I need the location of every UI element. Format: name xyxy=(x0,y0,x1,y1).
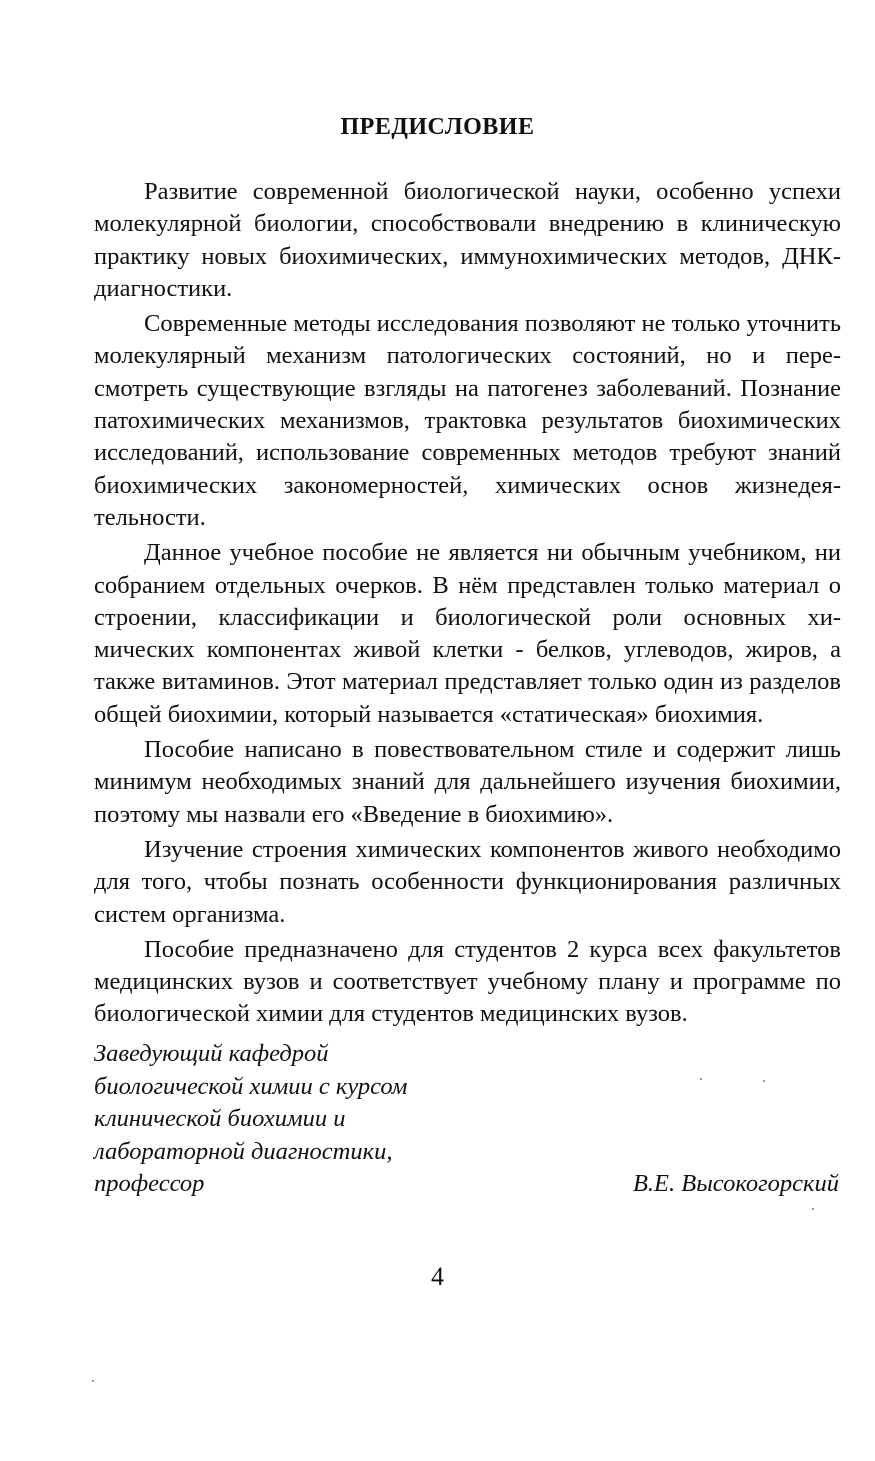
position-line: клинической биохимии и xyxy=(94,1105,346,1132)
scan-speck xyxy=(763,1080,765,1082)
signatory-name: В.Е. Высокогорский xyxy=(632,1170,839,1197)
signature-block xyxy=(94,1038,839,1201)
scan-speck xyxy=(700,1078,702,1080)
scan-speck xyxy=(812,1208,814,1210)
paragraph: Изучение строения химических компонентов живого необходимо для того, чтобы познать особенности функционирования различных систем организма. xyxy=(94,835,841,928)
scan-speck xyxy=(92,1380,94,1382)
paragraph: Данное учебное пособие не является ни обычным учебником, ни собранием отдельных очерков. В нём представлен только материал о строении, классификации и биологической роли основных химических компонентах живой клетки - белков, углеводов, жиров, а также витаминов. Этот материал представляет только один из разделов общей биохимии, который называется «статическая» биохимия. xyxy=(94,539,841,728)
preface-body xyxy=(94,176,841,1034)
position-line: лабораторной диагностики, xyxy=(94,1137,393,1165)
paragraph: Современные методы исследования позволяют не только уточнить молекулярный механизм патологических состояний, но и пересмотреть существующие взгляды на патогенез заболеваний. Познание патохимических механизмов, трактовка результатов биохимических исследований, использование современных методов требуют знаний биохимических закономерностей, химических основ жизнедеятельности. xyxy=(94,310,841,531)
signatory-position xyxy=(94,1038,514,1201)
position-line: Заведующий кафедрой xyxy=(94,1040,329,1067)
position-line: биологической химии с курсом xyxy=(94,1072,408,1100)
paragraph: Развитие современной биологической науки, особенно успехи молекулярной биологии, способствовали внедрению в клиническую практику новых биохимических, иммунохимических методов, ДНК-диагностики. xyxy=(94,178,841,302)
page-number: 4 xyxy=(431,1262,444,1291)
page-title: ПРЕДИСЛОВИЕ xyxy=(340,114,535,140)
paragraph: Пособие написано в повествовательном стиле и содержит лишь минимум необходимых знаний для дальнейшего изучения биохимии, поэтому мы назвали его «Введение в биохимию». xyxy=(94,736,841,828)
paragraph: Пособие предназначено для студентов 2 курса всех факультетов медицинских вузов и соответствует учебному плану и программе по биологической химии для студентов медицинских вузов. xyxy=(94,935,841,1028)
position-line: профессор xyxy=(94,1170,205,1197)
